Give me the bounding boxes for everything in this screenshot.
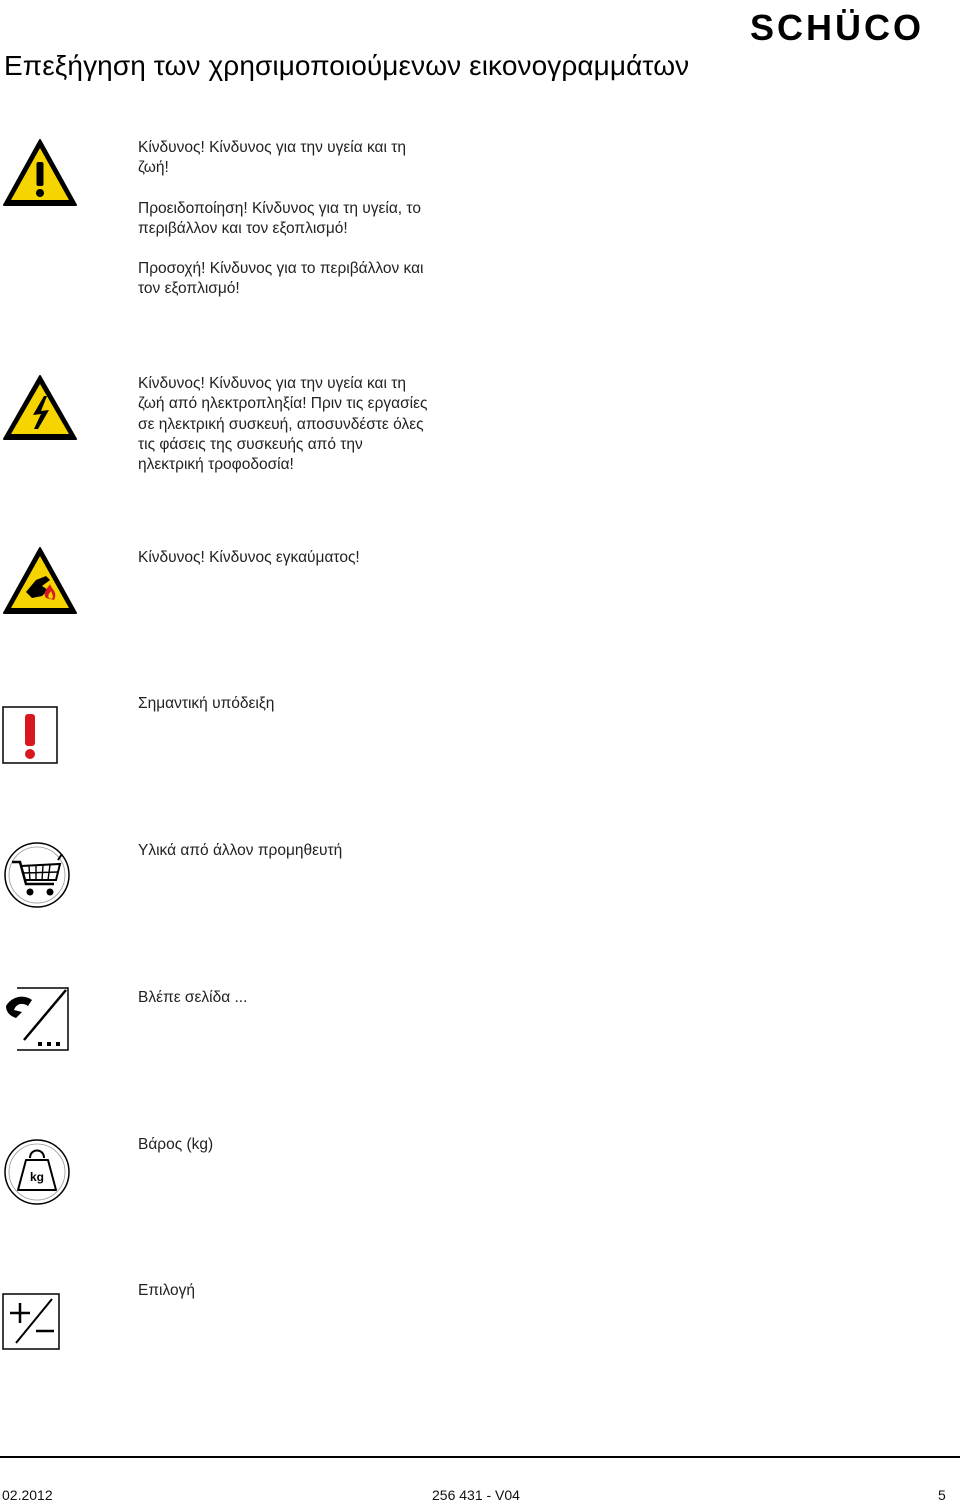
warning-text: Προειδοποίηση! Κίνδυνος για τη υγεία, το περιβάλλον και τον εξοπλισμό!	[138, 199, 421, 237]
electric-shock-warning-icon	[2, 374, 78, 442]
caution-text: Προσοχή! Κίνδυνος για το περιβάλλον και τον εξοπλισμό!	[138, 260, 424, 298]
danger-text: Κίνδυνος! Κίνδυνος για την υγεία και τη ζωή!	[138, 139, 406, 177]
weight-text: Βάρος (kg)	[138, 1136, 214, 1153]
weight-kg-icon	[2, 1138, 72, 1206]
option-plus-minus-icon	[2, 1293, 62, 1351]
shopping-cart-icon	[2, 840, 72, 910]
burn-hazard-warning-icon	[2, 546, 78, 616]
option-text: Επιλογή	[138, 1282, 195, 1299]
schueco-logo	[748, 8, 958, 42]
footer-date: 02.2012	[2, 1487, 53, 1503]
svg-text:SCHÜCO: SCHÜCO	[750, 8, 925, 42]
general-warning-triangle-icon	[2, 138, 78, 208]
page-title: Επεξήγηση των χρησιμοποιούμενων εικονογραμμάτων	[4, 50, 690, 81]
footer-page-number: 5	[938, 1487, 946, 1503]
important-note-text: Σημαντική υπόδειξη	[138, 695, 275, 712]
see-page-icon	[2, 984, 70, 1054]
electric-shock-text: Κίνδυνος! Κίνδυνος για την υγεία και τη ζωή από ηλεκτροπληξία! Πριν τις εργασίες σε ηλεκτρική συσκευή, αποσυνδέστε όλες τις φάσεις της συσκευής από την ηλεκτρική τροφοδοσία!	[138, 375, 428, 474]
see-page-text: Βλέπε σελίδα ...	[138, 989, 248, 1006]
footer-doc-number: 256 431 - V04	[432, 1487, 520, 1503]
important-note-icon	[2, 706, 58, 764]
footer-divider	[0, 1456, 960, 1458]
burn-hazard-text: Κίνδυνος! Κίνδυνος εγκαύματος!	[138, 549, 360, 566]
svg-text:kg: kg	[29, 1170, 45, 1184]
other-supplier-text: Υλικά από άλλον προμηθευτή	[138, 842, 343, 859]
